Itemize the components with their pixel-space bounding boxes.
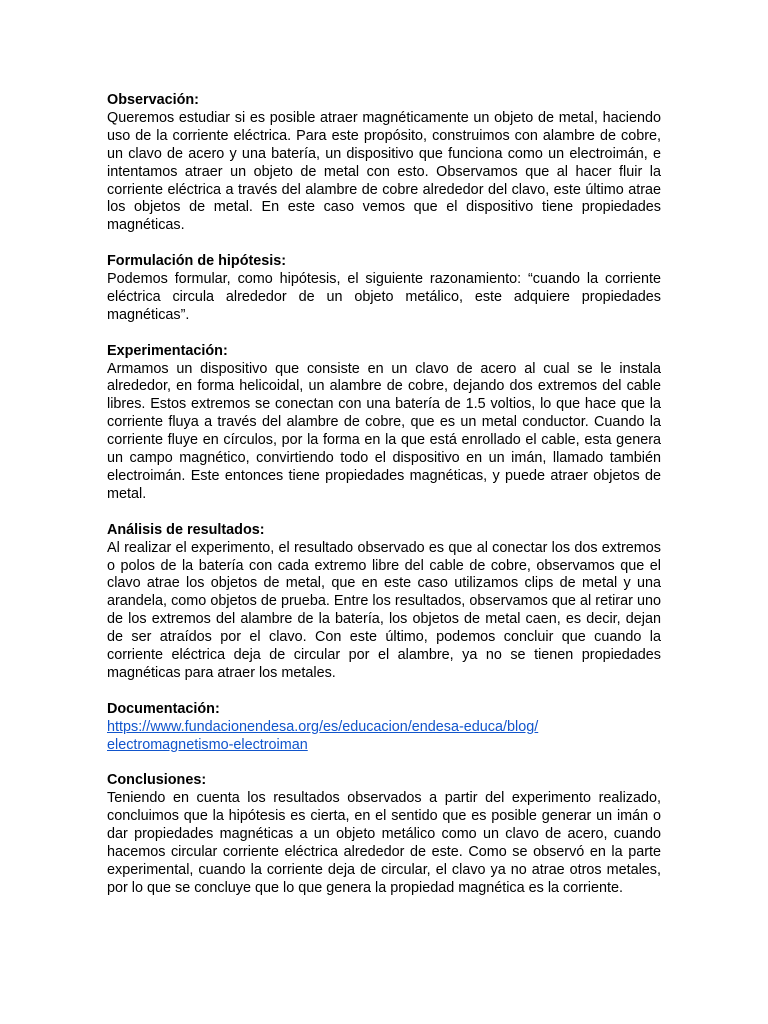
section-hipotesis	[107, 253, 661, 325]
section-heading: Observación:	[107, 92, 199, 108]
document-page	[107, 92, 661, 916]
section-analisis	[107, 522, 661, 683]
section-heading: Análisis de resultados:	[107, 521, 265, 538]
section-text: Teniendo en cuenta los resultados observados a partir del experimento realizado, concluimos que la hipótesis es cierta, en el sentido que es posible generar un imán o dar propiedades magnéticas a un objeto metálico como un clavo de acero, cuando hacemos circular corriente eléctrica alrededor de este. Como se observó en la parte experimental, cuando la corriente deja de circular, el clavo ya no atrae otros metales, por lo que se concluye que lo que genera la propiedad magnética es la corriente.	[107, 790, 661, 896]
section-experimentacion	[107, 343, 661, 504]
section-heading: Conclusiones:	[107, 772, 207, 789]
section-heading: Documentación:	[107, 700, 220, 717]
section-text: Queremos estudiar si es posible atraer magnéticamente un objeto de metal, haciendo uso de la corriente eléctrica. Para este propósito, construimos con alambre de cobre, un clavo de acero y una batería, un dispositivo que funciona como un electroimán, e intentamos atraer un objeto de metal con esto. Observamos que al hacer fluir la corriente eléctrica a través del alambre de cobre alrededor del clavo, este último atrae los objetos de metal. En este caso vemos que el dispositivo tiene propiedades magnéticas.	[107, 109, 661, 234]
documentation-link[interactable]: https://www.fundacionendesa.org/es/educacion/endesa-educa/blog/	[107, 718, 539, 735]
section-heading: Experimentación:	[107, 342, 228, 359]
section-observacion	[107, 92, 661, 235]
section-text: Armamos un dispositivo que consiste en un clavo de acero al cual se le instala alrededor, en forma helicoidal, un alambre de cobre, dejando dos extremos del cable libres. Estos extremos se conectan con una batería de 1.5 voltios, lo que hace que la corriente fluya a través del alambre de cobre, que es un metal conductor. Cuando la corriente fluye en círculos, por la forma en la que está enrollado el cable, esta genera un campo magnético, convirtiendo todo el dispositivo en un imán, llamado también electroimán. Este entonces tiene propiedades magnéticas, y puede atraer objetos de metal.	[107, 360, 661, 502]
section-text: Al realizar el experimento, el resultado observado es que al conectar los dos extremos o polos de la batería con cada extremo libre del cable de cobre, observamos que el clavo atrae los objetos de metal, que en este caso utilizamos clips de metal y una arandela, como objetos de prueba. Entre los resultados, observamos que al retirar uno de los extremos del alambre de la batería, los objetos de metal caen, es decir, dejan de ser atraídos por el clavo. Con este último, podemos concluir que cuando la corriente eléctrica deja de circular por el alambre, ya no se tienen propiedades magnéticas para atraer los metales.	[107, 539, 661, 681]
section-conclusiones	[107, 772, 661, 897]
section-text: Podemos formular, como hipótesis, el siguiente razonamiento: “cuando la corriente eléctrica circula alrededor de un objeto metálico, este adquiere propiedades magnéticas”.	[107, 271, 661, 323]
section-documentacion	[107, 701, 661, 755]
documentation-link-continued[interactable]: electromagnetismo-electroiman	[107, 736, 308, 753]
section-heading: Formulación de hipótesis:	[107, 253, 287, 270]
